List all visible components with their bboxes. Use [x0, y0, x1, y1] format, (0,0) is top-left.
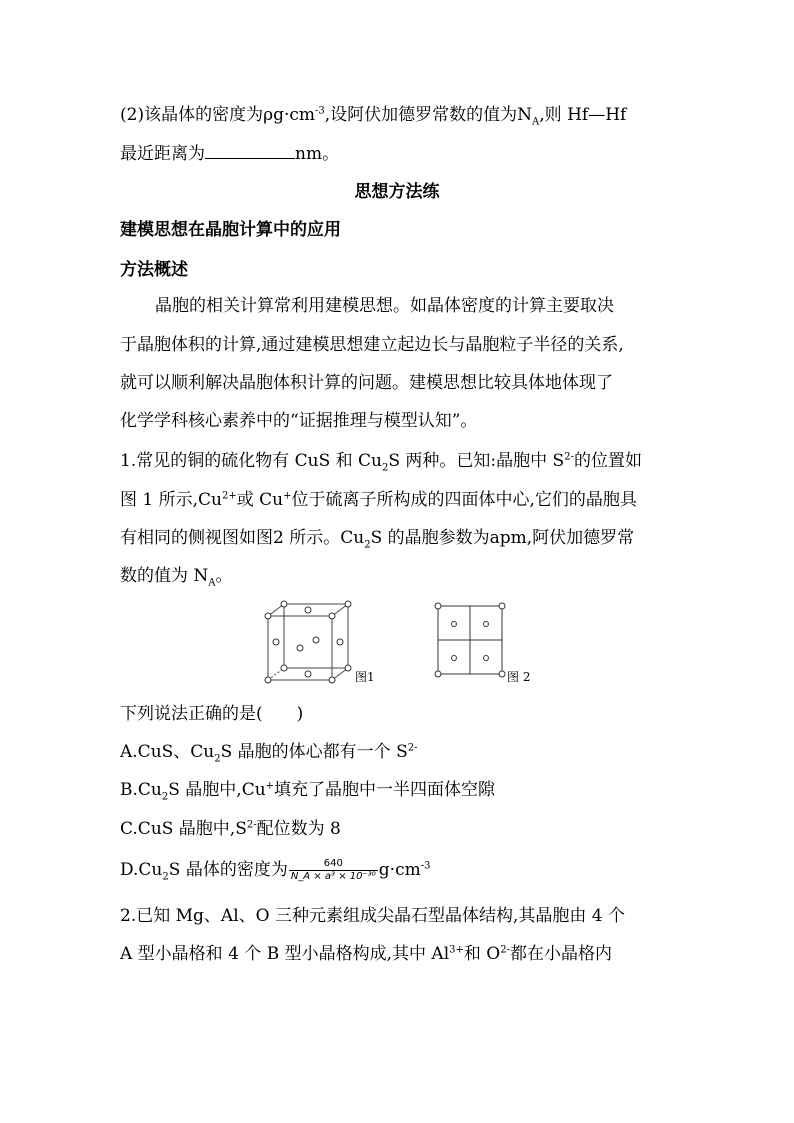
prev-question-line-2	[120, 143, 339, 165]
superscript: 3+	[449, 944, 464, 956]
figure-1-cube-cell	[262, 596, 358, 684]
figure-2-label: 图 2	[507, 670, 531, 684]
answer-blank[interactable]	[205, 144, 295, 159]
overview-line: 就可以顺利解决晶胞体积计算的问题。建模思想比较具体地体现了	[120, 373, 613, 393]
text: 和 O	[463, 944, 501, 964]
option-a[interactable]	[120, 741, 417, 763]
superscript: 2-	[500, 944, 510, 956]
text: 有相同的侧视图如图2 所示。Cu	[120, 528, 365, 548]
overview-line: 于晶胞体积的计算,通过建模思想建立起边长与晶胞粒子半径的关系,	[120, 335, 624, 355]
text: 数的值为 N	[120, 566, 209, 586]
text: S 的晶胞参数为apm,阿伏加德罗常	[370, 528, 635, 548]
text: S 晶体的密度为	[168, 860, 288, 880]
text: A 型小晶格和 4 个 B 型小晶格构成,其中 Al	[120, 944, 450, 964]
text: 填充了晶胞中一半四面体空隙	[274, 780, 496, 800]
text: ,则 Hf—Hf	[539, 105, 627, 125]
text: 都在小晶格内	[509, 944, 612, 964]
text: D.Cu	[120, 860, 163, 880]
superscript: 2-	[564, 451, 574, 463]
fraction-denominator: N_A × a³ × 10⁻³⁰	[290, 871, 376, 882]
text: 的位置如	[573, 451, 642, 471]
superscript: -3	[315, 105, 325, 117]
prev-question-line-1	[120, 104, 626, 126]
figure-1-label: 图1	[355, 670, 375, 684]
option-d[interactable]	[120, 858, 430, 883]
density-fraction	[289, 858, 378, 883]
q1-line-1	[120, 450, 642, 472]
text: S 晶胞中,Cu	[168, 780, 266, 800]
q2-line-2	[120, 943, 612, 965]
subscript: 2	[364, 539, 371, 551]
text: 或 Cu	[236, 490, 284, 510]
subscript: A	[208, 577, 216, 589]
text: S 晶胞的体心都有一个 S	[220, 742, 408, 762]
overview-line: 化学学科核心素养中的“证据推理与模型认知”。	[120, 411, 478, 431]
q1-question: 下列说法正确的是( )	[120, 704, 304, 724]
fraction-numerator: 640	[323, 858, 343, 869]
q1-line-3	[120, 527, 634, 549]
text: ,设阿伏加德罗常数的值为N	[324, 105, 533, 125]
option-c[interactable]	[120, 818, 341, 840]
q1-line-2	[120, 489, 637, 511]
subscript: 2	[382, 462, 389, 474]
subscript: A	[532, 116, 540, 128]
text: 。	[215, 566, 233, 586]
section-title: 思想方法练	[354, 182, 440, 202]
text: (2)该晶体的密度为ρg·cm	[120, 105, 316, 125]
superscript: 2-	[407, 742, 418, 754]
q1-line-4	[120, 565, 233, 587]
text: S 两种。已知:晶胞中 S	[388, 451, 565, 471]
text: 配位数为 8	[256, 819, 341, 839]
text: g·cm	[378, 860, 421, 880]
q2-line-1: 2.已知 Mg、Al、O 三种元素组成尖晶石型晶体结构,其晶胞由 4 个	[120, 906, 625, 926]
text: 图 1 所示,Cu	[120, 490, 222, 510]
superscript: 2+	[221, 490, 237, 502]
superscript: 2-	[246, 819, 257, 831]
text: B.Cu	[120, 780, 162, 800]
subscript: 2	[161, 791, 169, 803]
text: C.CuS 晶胞中,S	[120, 819, 247, 839]
text: 位于硫离子所构成的四面体中心,它们的晶胞具	[291, 490, 637, 510]
superscript: +	[283, 490, 292, 502]
figure-2-side-view	[434, 602, 506, 678]
text: 最近距离为	[120, 144, 205, 164]
subscript: 2	[214, 753, 221, 765]
text: 1.常见的铜的硫化物有 CuS 和 Cu	[120, 451, 382, 471]
option-b[interactable]	[120, 779, 495, 801]
text: nm。	[295, 144, 340, 164]
superscript: +	[265, 780, 275, 792]
overview-line: 晶胞的相关计算常利用建模思想。如晶体密度的计算主要取决	[155, 296, 614, 316]
text: A.CuS、Cu	[120, 742, 215, 762]
subscript: 2	[162, 871, 169, 883]
superscript: -3	[420, 860, 431, 872]
overview-heading: 方法概述	[120, 260, 188, 280]
subtitle: 建模思想在晶胞计算中的应用	[120, 220, 341, 240]
